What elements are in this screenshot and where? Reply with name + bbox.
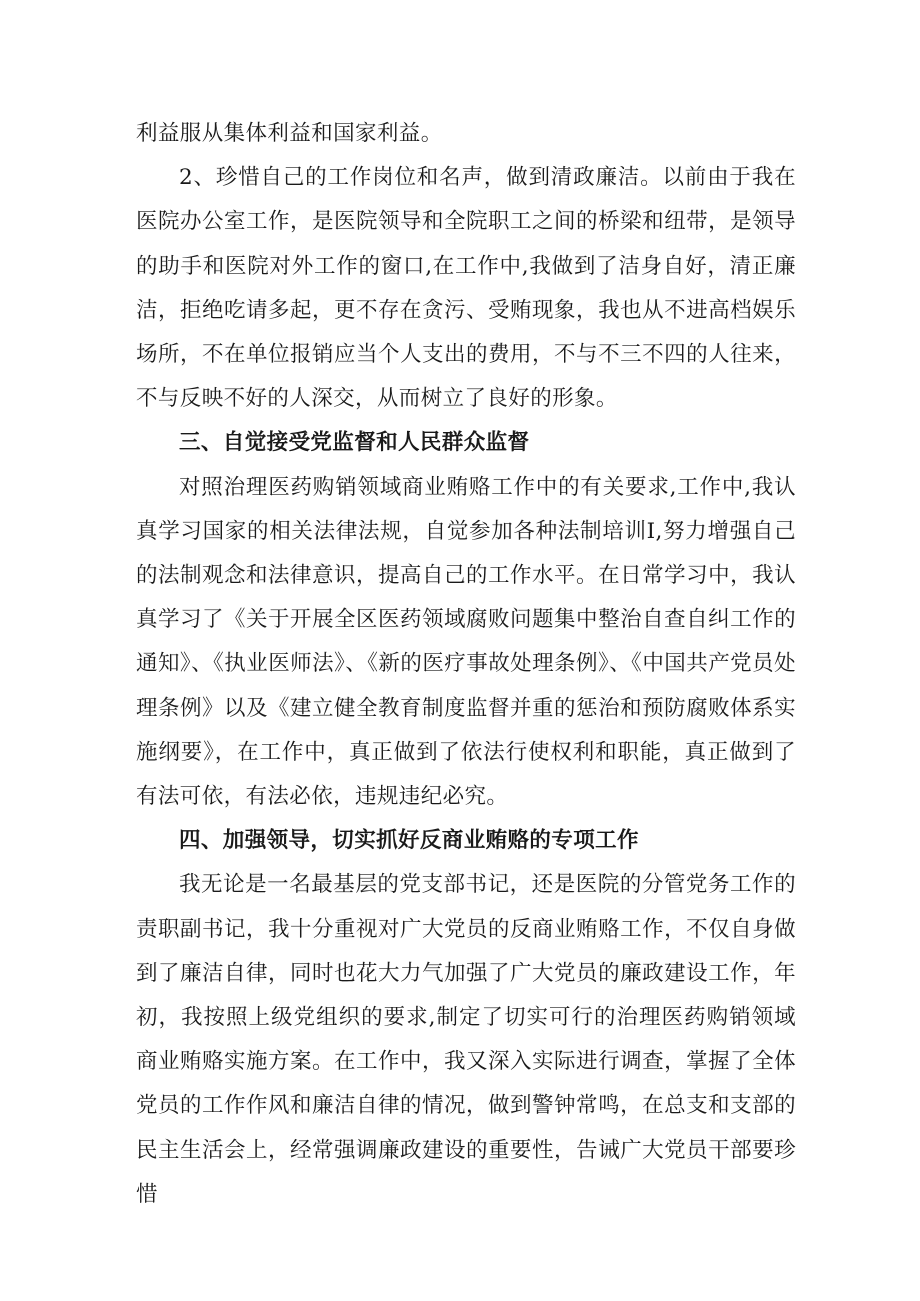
paragraph-item-2: 2、珍惜自己的工作岗位和名声，做到清政廉洁。以前由于我在医院办公室工作，是医院领导和全院职工之间的桥梁和纽带，是领导的助手和医院对外工作的窗口,在工作中,我做到了洁身自好，清正廉洁，拒绝吃请多起，更不存在贪污、受贿现象，我也从不进高档娱乐场所，不在单位报销应当个人支出的费用，不与不三不四的人往来，不与反映不好的人深交，从而树立了良好的形象。 bbox=[136, 165, 796, 412]
section-heading-3: 三、自觉接受党监督和人民群众监督 bbox=[179, 430, 530, 456]
document-body bbox=[136, 112, 796, 1217]
section-heading-4: 四、加强领导，切实抓好反商业贿赂的专项工作 bbox=[179, 828, 639, 854]
paragraph-section-4: 我无论是一名最基层的党支部书记，还是医院的分管党务工作的责职副书记，我十分重视对广大党员的反商业贿赂工作，不仅自身做到了廉洁自律，同时也花大力气加强了广大党员的廉政建设工作，年初，我按照上级党组织的要求,制定了切实可行的治理医药购销领域商业贿赂实施方案。在工作中，我又深入实际进行调查，掌握了全体党员的工作作风和廉洁自律的情况，做到警钟常鸣，在总支和支部的民主生活会上，经常强调廉政建设的重要性，告诫广大党员干部要珍惜 bbox=[136, 872, 796, 1207]
paragraph-section-3: 对照治理医药购销领域商业贿赂工作中的有关要求,工作中,我认真学习国家的相关法律法规，自觉参加各种法制培训I,努力增强自己的法制观念和法律意识，提高自己的工作水平。在日常学习中，我认真学习了《关于开展全区医药领域腐败问题集中整治自查自纠工作的通知》、《执业医师法》、《新的医疗事故处理条例》、《中国共产党员处理条例》以及《建立健全教育制度监督并重的惩治和预防腐败体系实施纲要》，在工作中，真正做到了依法行使权利和职能，真正做到了有法可依，有法必依，违规违纪必究。 bbox=[136, 474, 796, 810]
paragraph-continuation: 利益服从集体利益和国家利益。 bbox=[136, 121, 443, 146]
